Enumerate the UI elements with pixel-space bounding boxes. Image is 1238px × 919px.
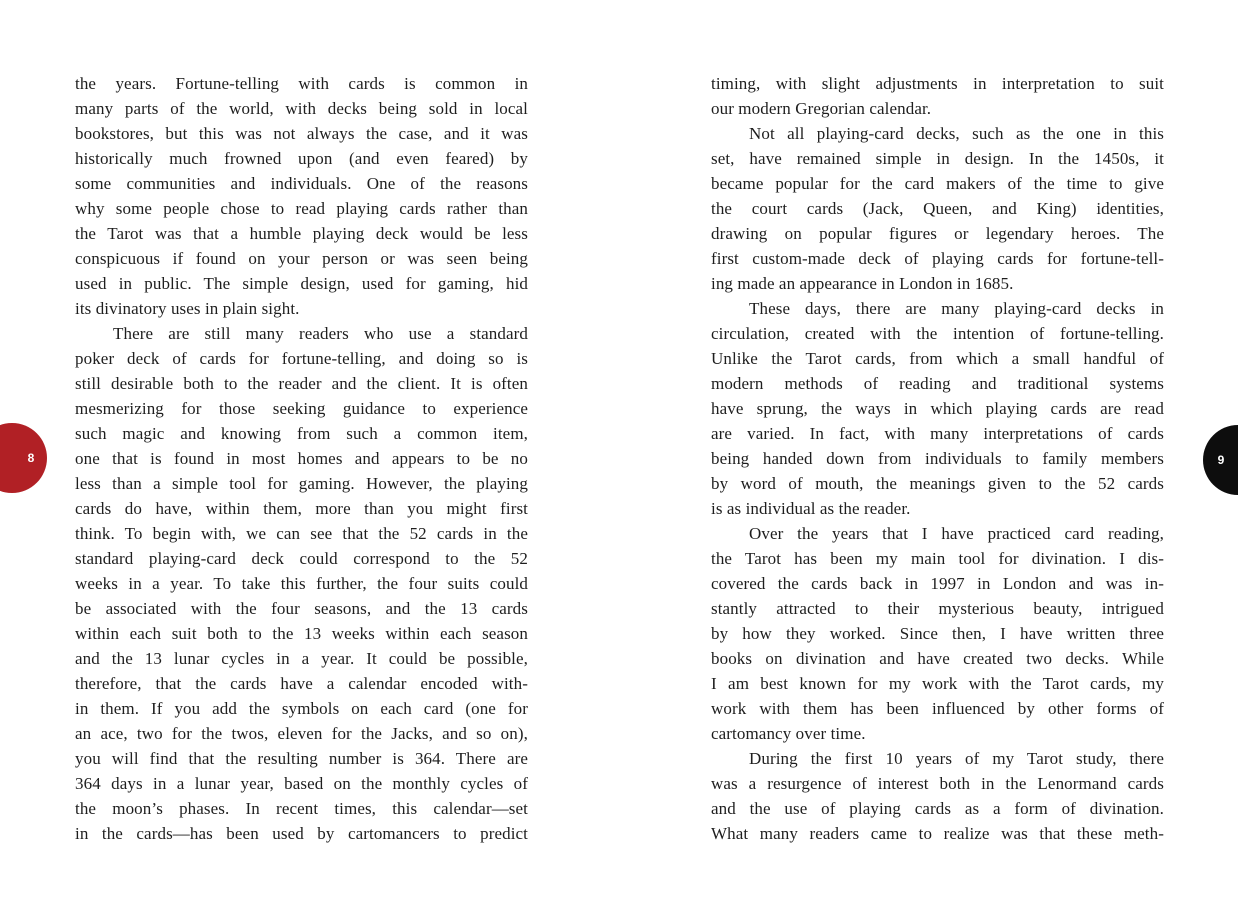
text-line: historically much frowned upon (and even feared) by bbox=[75, 149, 528, 168]
text-line: the court cards (Jack, Queen, and King) identities, bbox=[711, 199, 1164, 218]
text-line: I am best known for my work with the Tarot cards, my bbox=[711, 674, 1164, 693]
text-line: 364 days in a lunar year, based on the monthly cycles of bbox=[75, 774, 528, 793]
text-line: you will find that the resulting number is 364. There are bbox=[75, 749, 528, 768]
paragraph bbox=[75, 321, 528, 846]
text-line: These days, there are many playing-card decks in bbox=[749, 299, 1164, 318]
text-line: the years. Fortune-telling with cards is common in bbox=[75, 74, 528, 93]
text-line: mesmerizing for those seeking guidance to experience bbox=[75, 399, 528, 418]
paragraph bbox=[711, 121, 1164, 296]
text-line: conspicuous if found on your person or was seen being bbox=[75, 249, 528, 268]
page-number-tab-left bbox=[0, 423, 47, 493]
text-line: circulation, created with the intention of fortune-telling. bbox=[711, 324, 1164, 343]
text-line: such magic and knowing from such a common item, bbox=[75, 424, 528, 443]
text-line: standard playing-card deck could correspond to the 52 bbox=[75, 549, 528, 568]
text-line: During the first 10 years of my Tarot study, there bbox=[749, 749, 1164, 768]
text-line: why some people chose to read playing cards rather than bbox=[75, 199, 528, 218]
text-line: by how they worked. Since then, I have written three bbox=[711, 624, 1164, 643]
text-line: the Tarot has been my main tool for divination. I dis- bbox=[711, 549, 1164, 568]
text-line: became popular for the card makers of the time to give bbox=[711, 174, 1164, 193]
text-line: many parts of the world, with decks being sold in local bbox=[75, 99, 528, 118]
text-line: stantly attracted to their mysterious beauty, intrigued bbox=[711, 599, 1164, 618]
text-line: bookstores, but this was not always the case, and it was bbox=[75, 124, 528, 143]
text-line: being handed down from individuals to family members bbox=[711, 449, 1164, 468]
text-line: in the cards—has been used by cartomancers to predict bbox=[75, 824, 528, 843]
text-line: have sprung, the ways in which playing cards are read bbox=[711, 399, 1164, 418]
paragraph bbox=[711, 71, 1164, 121]
paragraph bbox=[711, 521, 1164, 746]
text-line: our modern Gregorian calendar. bbox=[711, 99, 932, 118]
text-line: first custom-made deck of playing cards for fortune-tell- bbox=[711, 249, 1164, 268]
text-line: cards do have, within them, more than you might first bbox=[75, 499, 528, 518]
text-line: What many readers came to realize was that these meth- bbox=[711, 824, 1164, 843]
text-line: There are still many readers who use a standard bbox=[113, 324, 528, 343]
page-number: 9 bbox=[1217, 453, 1225, 467]
text-line: timing, with slight adjustments in interpretation to suit bbox=[711, 74, 1164, 93]
paragraph bbox=[711, 296, 1164, 521]
text-line: in them. If you add the symbols on each card (one for bbox=[75, 699, 528, 718]
text-line: therefore, that the cards have a calendar encoded with- bbox=[75, 674, 528, 693]
right-page-text-column bbox=[711, 71, 1164, 846]
text-line: was a resurgence of interest both in the Lenormand cards bbox=[711, 774, 1164, 793]
text-line: and the use of playing cards as a form of divination. bbox=[711, 799, 1164, 818]
page-number-tab-right bbox=[1203, 425, 1238, 495]
text-line: the Tarot was that a humble playing deck would be less bbox=[75, 224, 528, 243]
text-line: books on divination and have created two decks. While bbox=[711, 649, 1164, 668]
text-line: Unlike the Tarot cards, from which a small handful of bbox=[711, 349, 1164, 368]
text-line: ing made an appearance in London in 1685. bbox=[711, 274, 1014, 293]
left-page-text-column bbox=[75, 71, 528, 846]
text-line: still desirable both to the reader and the client. It is often bbox=[75, 374, 528, 393]
text-line: Not all playing-card decks, such as the one in this bbox=[749, 124, 1164, 143]
text-line: think. To begin with, we can see that the 52 cards in the bbox=[75, 524, 528, 543]
text-line: poker deck of cards for fortune-telling, and doing so is bbox=[75, 349, 528, 368]
text-line: the moon’s phases. In recent times, this calendar—set bbox=[75, 799, 528, 818]
text-line: set, have remained simple in design. In the 1450s, it bbox=[711, 149, 1164, 168]
text-line: its divinatory uses in plain sight. bbox=[75, 299, 300, 318]
text-line: are varied. In fact, with many interpretations of cards bbox=[711, 424, 1164, 443]
text-line: within each suit both to the 13 weeks within each season bbox=[75, 624, 528, 643]
text-line: cartomancy over time. bbox=[711, 724, 866, 743]
paragraph bbox=[711, 746, 1164, 846]
text-line: Over the years that I have practiced card reading, bbox=[749, 524, 1164, 543]
paragraph bbox=[75, 71, 528, 321]
text-line: covered the cards back in 1997 in London and was in- bbox=[711, 574, 1164, 593]
text-line: drawing on popular figures or legendary heroes. The bbox=[711, 224, 1164, 243]
text-line: one that is found in most homes and appears to be no bbox=[75, 449, 528, 468]
page-number: 8 bbox=[27, 451, 35, 465]
text-line: some communities and individuals. One of the reasons bbox=[75, 174, 528, 193]
text-line: weeks in a year. To take this further, the four suits could bbox=[75, 574, 528, 593]
text-line: an ace, two for the twos, eleven for the Jacks, and so on), bbox=[75, 724, 528, 743]
text-line: and the 13 lunar cycles in a year. It could be possible, bbox=[75, 649, 528, 668]
text-line: work with them has been influenced by other forms of bbox=[711, 699, 1164, 718]
text-line: be associated with the four seasons, and the 13 cards bbox=[75, 599, 528, 618]
text-line: modern methods of reading and traditional systems bbox=[711, 374, 1164, 393]
text-line: is as individual as the reader. bbox=[711, 499, 911, 518]
text-line: used in public. The simple design, used for gaming, hid bbox=[75, 274, 528, 293]
text-line: by word of mouth, the meanings given to the 52 cards bbox=[711, 474, 1164, 493]
text-line: less than a simple tool for gaming. However, the playing bbox=[75, 474, 528, 493]
